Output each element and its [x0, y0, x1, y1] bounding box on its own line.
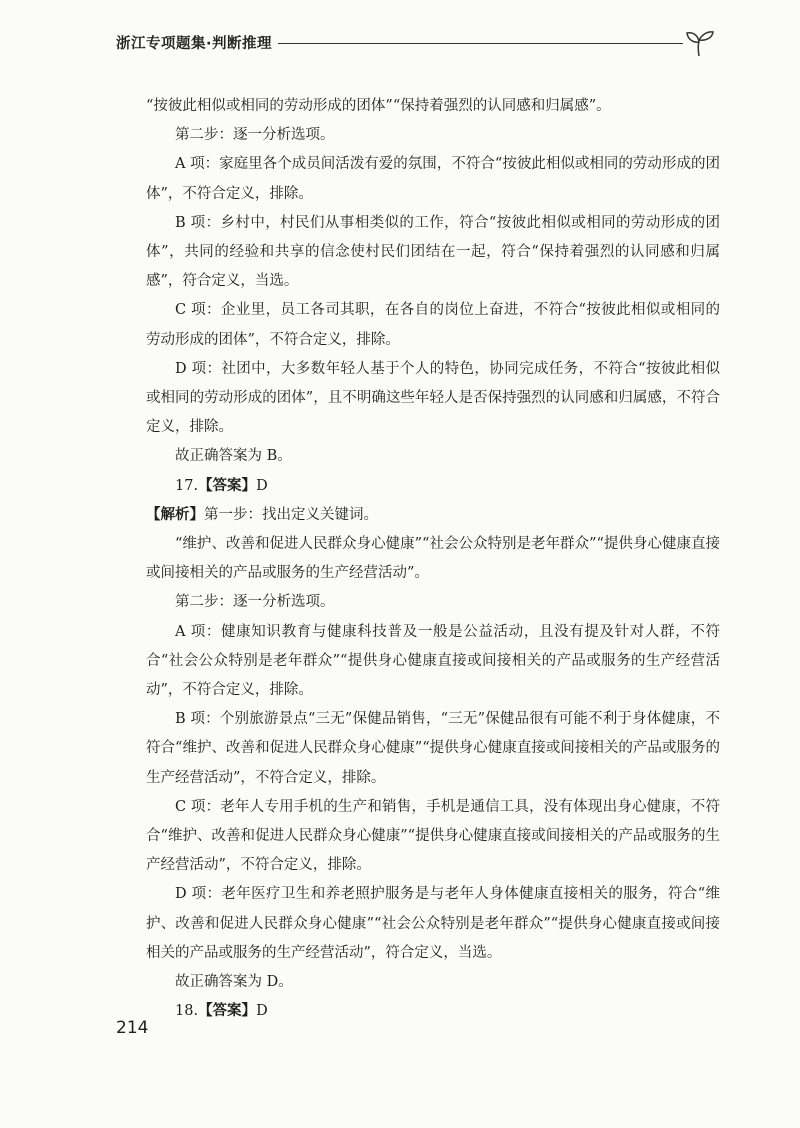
- answer-value: D: [256, 477, 268, 494]
- q18-answer-line: [146, 997, 720, 1026]
- page-number: 214: [116, 1018, 149, 1038]
- sprout-icon: [684, 28, 714, 62]
- question-number: 18.: [175, 1003, 199, 1020]
- answer-label: 【答案】: [198, 1003, 257, 1020]
- paragraph: A 项：家庭里各个成员间活泼有爱的氛围，不符合“按彼此相似或相同的劳动形成的团体”，不符合定义，排除。: [146, 156, 720, 202]
- answer-label: 【答案】: [198, 477, 257, 494]
- analysis-text: 第一步：找出定义关键词。: [204, 506, 378, 523]
- analysis-label: 【解析】: [146, 506, 204, 523]
- answer-value: D: [256, 1003, 268, 1020]
- paragraph: B 项：个别旅游景点“三无”保健品销售，“三无”保健品很有可能不利于身体健康，不符合“维护、改善和促进人民群众身心健康”“提供身心健康直接或间接相关的产品或服务的生产经营活动”，不符合定义，排除。: [146, 711, 720, 786]
- paragraph: 故正确答案为 D。: [175, 974, 293, 991]
- header-title: 浙江专项题集·判断推理: [116, 36, 273, 52]
- q17-answer-line: [146, 472, 720, 501]
- page-header: [116, 28, 728, 62]
- paragraph: 故正确答案为 B。: [175, 448, 292, 465]
- paragraph: “按彼此相似或相同的劳动形成的团体”“保持着强烈的认同感和归属感”。: [146, 98, 611, 114]
- paragraph: “维护、改善和促进人民群众身心健康”“社会公众特别是老年群众”“提供身心健康直接或间接相关的产品或服务的生产经营活动”。: [146, 536, 720, 582]
- document-body: [146, 92, 720, 1027]
- q17-analysis-line: [146, 501, 720, 530]
- paragraph: 第二步：逐一分析选项。: [175, 594, 335, 611]
- paragraph: C 项：老年人专用手机的生产和销售，手机是通信工具，没有体现出身心健康，不符合“维护、改善和促进人民群众身心健康”“提供身心健康直接或间接相关的产品或服务的生产经营活动”，不符合定义，排除。: [146, 798, 720, 874]
- paragraph: A 项：健康知识教育与健康科技普及一般是公益活动，且没有提及针对人群，不符合“社会公众特别是老年群众”“提供身心健康直接或间接相关的产品或服务的生产经营活动”，不符合定义，排除。: [146, 623, 720, 699]
- paragraph: D 项：社团中，大多数年轻人基于个人的特色，协同完成任务，不符合“按彼此相似或相同的劳动形成的团体”，且不明确这些年轻人是否保持强烈的认同感和归属感，不符合定义，排除。: [146, 360, 720, 436]
- paragraph: D 项：老年医疗卫生和养老照护服务是与老年人身体健康直接相关的服务，符合“维护、改善和促进人民群众身心健康”“社会公众特别是老年群众”“提供身心健康直接或间接相关的产品或服务的生产经营活动”，符合定义，当选。: [146, 886, 720, 961]
- paragraph: 第二步：逐一分析选项。: [175, 127, 335, 144]
- header-rule: [278, 43, 683, 44]
- question-number: 17.: [175, 477, 199, 494]
- paragraph: B 项：乡村中，村民们从事相类似的工作，符合“按彼此相似或相同的劳动形成的团体”，共同的经验和共享的信念使村民们团结在一起，符合“保持着强烈的认同感和归属感”，符合定义，当选。: [146, 214, 720, 290]
- paragraph: C 项：企业里，员工各司其职，在各自的岗位上奋进，不符合“按彼此相似或相同的劳动形成的团体”，不符合定义，排除。: [146, 302, 720, 348]
